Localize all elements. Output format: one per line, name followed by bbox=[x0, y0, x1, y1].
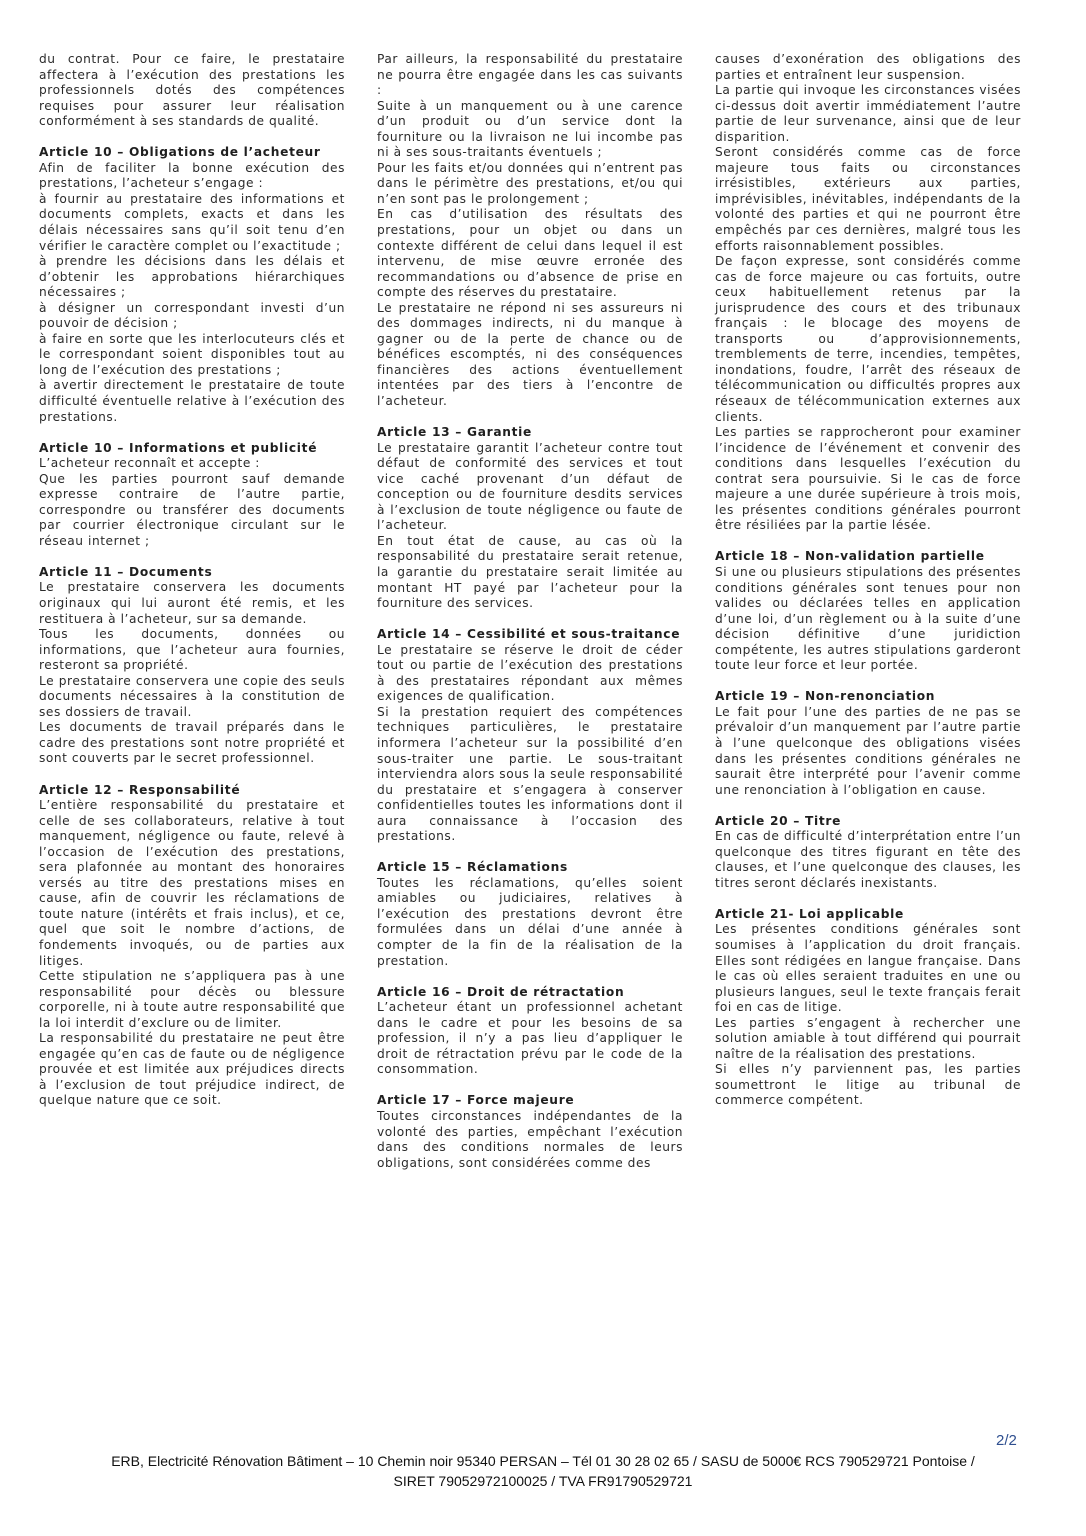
article-paragraph: Tous les documents, données ou informations, que l’acheteur aura fournies, resteront sa propriété. bbox=[39, 627, 345, 673]
article-title: Article 10 – Obligations de l’acheteur bbox=[39, 145, 321, 160]
article-paragraph: Suite à un manquement ou à une carence d’un produit ou d’un service dont la fourniture ou la livraison ne lui incombe pas ni à ses sous-traitants éventuels ; bbox=[377, 98, 683, 160]
article-title: Article 12 – Responsabilité bbox=[39, 782, 241, 797]
continued-text bbox=[715, 52, 1021, 534]
article-paragraph: Si la prestation requiert des compétences techniques particulières, le prestataire informera l’acheteur sur la possibilité d’en sous-traiter une partie. Le sous-traitant interviendra alors sous la seule responsabilité du prestataire et s’engagera à conserver confidentielles toutes les informations dont il aura connaissance à l’occasion des prestations. bbox=[377, 704, 684, 844]
article-title: Article 10 – Informations et publicité bbox=[39, 440, 318, 455]
article-paragraph: Les présentes conditions générales sont soumises à l’application du droit français. Elles sont rédigées en langue française. Dans le cas où elles seraient traduites en une ou plusieurs langues, seul le texte français ferait foi en cas de litige. bbox=[715, 922, 1021, 1015]
article-section bbox=[377, 860, 683, 969]
article-paragraph: Afin de faciliter la bonne exécution des prestations, l’acheteur s’engage : bbox=[39, 160, 345, 191]
article-title: Article 19 – Non-renonciation bbox=[715, 689, 936, 704]
article-paragraph: L’acheteur reconnaît et accepte : bbox=[39, 456, 260, 471]
article-paragraph: Par ailleurs, la responsabilité du prestataire ne pourra être engagée dans les cas suivants : bbox=[377, 52, 683, 98]
article-paragraph: Le prestataire garantit l’acheteur contre tout défaut de conformité des services et tout vice caché provenant d’un défaut de conception ou de fourniture desdits services à l’exclusion de toute négligence ou faute de l’acheteur. bbox=[377, 440, 683, 533]
article-title: Article 21- Loi applicable bbox=[715, 906, 905, 921]
article-paragraph: L’entière responsabilité du prestataire et celle de ses collaborateurs, relative à tout manquement, négligence ou faute, relevé à l’occasion de l’exécution des prestations, sera plafonnée au montant des honoraires versés au titre des prestations mises en cause, afin de couvrir les réclamations de toute nature (intérêts et frais inclus), et ce, quel que soit le nombre d’actions, de fondements invoqués, ou de parties aux litiges. bbox=[39, 798, 345, 968]
company-footer bbox=[0, 1451, 1086, 1491]
article-paragraph: Le prestataire conservera une copie des seuls documents nécessaires à la constitution de ses dossiers de travail. bbox=[39, 673, 345, 719]
article-title: Article 18 – Non-validation partielle bbox=[715, 549, 985, 564]
page-number: 2/2 bbox=[996, 1432, 1017, 1449]
article-section bbox=[39, 565, 345, 767]
article-section bbox=[715, 907, 1021, 1109]
article-section bbox=[377, 425, 683, 612]
article-title: Article 16 – Droit de rétractation bbox=[377, 984, 625, 999]
article-section bbox=[39, 145, 345, 425]
article-paragraph: Si une ou plusieurs stipulations des présentes conditions générales sont tenues pour non valides ou déclarées telles en application d’une loi, d’un règlement ou à la suite d’une décision définitive d’une juridiction compétente, les autres stipulations garderont toute leur force et leur portée. bbox=[715, 565, 1021, 673]
article-paragraph: Toutes circonstances indépendantes de la volonté des parties, empêchant l’exécution dans des conditions normales de leurs obligations, sont considérées comme des bbox=[377, 1108, 683, 1170]
article-paragraph: Seront considérés comme cas de force majeure tous faits ou circonstances irrésistibles, extérieurs aux parties, imprévisibles, inévitables, indépendants de la volonté des parties et qui ne pourront être empêchés par ces dernières, malgré tous les efforts raisonnablement possibles. bbox=[715, 145, 1021, 253]
article-paragraph: Les parties se rapprocheront pour examiner l’incidence de l’événement et convenir des conditions dans lesquelles l’exécution du contrat sera poursuivie. Si le cas de force majeure a une durée supérieure à trois mois, les présentes conditions générales pourront être résiliées par la partie lésée. bbox=[715, 425, 1021, 533]
article-section bbox=[39, 783, 345, 1109]
article-title: Article 17 – Force majeure bbox=[377, 1093, 575, 1108]
article-paragraph: Le prestataire conservera les documents originaux qui lui auront été remis, et les restituera à l’acheteur, sur sa demande. bbox=[39, 580, 345, 626]
article-paragraph: Le prestataire ne répond ni ses assureurs ni des dommages indirects, ni du manque à gagner ou de la perte de chance ou de bénéfices escomptés, ni des conséquences financières des actions éventuellement intentées par des tiers à l’encontre de l’acheteur. bbox=[377, 300, 683, 409]
article-paragraph: Si elles n’y parviennent pas, les parties soumettront le litige au tribunal de commerce compétent. bbox=[715, 1062, 1021, 1108]
text-column-1 bbox=[39, 52, 345, 1109]
article-title: Article 20 – Titre bbox=[715, 813, 842, 828]
article-section bbox=[377, 627, 683, 845]
article-section bbox=[377, 1093, 683, 1171]
continued-text bbox=[377, 52, 683, 410]
text-column-3 bbox=[715, 52, 1021, 1109]
article-section bbox=[39, 441, 345, 550]
article-title: Article 14 – Cessibilité et sous-traitance bbox=[377, 627, 681, 642]
article-paragraph: à désigner un correspondant investi d’un pouvoir de décision ; bbox=[39, 300, 345, 331]
article-paragraph: Toutes les réclamations, qu’elles soient amiables ou judiciaires, relatives à l’exécution des prestations devront être formulées dans un délai d’une année à compter de la fin de la réalisation de la prestation. bbox=[377, 875, 683, 968]
footer-line-1: ERB, Electricité Rénovation Bâtiment – 10 Chemin noir 95340 PERSAN – Tél 01 30 28 02 65 / SASU de 5000€ RCS 790529721 Pontoise / bbox=[111, 1453, 975, 1469]
article-paragraph: Cette stipulation ne s’appliquera pas à une responsabilité pour décès ou blessure corporelle, ni à toute autre responsabilité que la loi interdit d’exclure ou de limiter. bbox=[39, 969, 345, 1030]
article-section bbox=[715, 689, 1021, 798]
article-paragraph: Que les parties pourront sauf demande expresse contraire de l’autre partie, correspondre ou transférer des documents par courrier électronique circulant sur le réseau internet ; bbox=[39, 471, 345, 548]
text-column-2 bbox=[377, 52, 683, 1171]
article-paragraph: La partie qui invoque les circonstances visées ci-dessus doit avertir immédiatement l’autre partie de leur survenance, ainsi que de leur disparition. bbox=[715, 83, 1021, 144]
article-paragraph: Les parties s’engagent à rechercher une solution amiable à tout différend qui pourrait naître de la réalisation des prestations. bbox=[715, 1015, 1021, 1061]
article-paragraph: De façon expresse, sont considérés comme cas de force majeure ou cas fortuits, outre ceux habituellement retenus par la jurisprudence des cours et des tribunaux français : le blocage des moyens de transports ou d’approvisionnements, tremblements de terre, incendies, tempêtes, inondations, foudre, l’arrêt des réseaux de télécommunication ou difficultés propres aux réseaux de télécommunication externes aux clients. bbox=[715, 254, 1021, 424]
article-paragraph: La responsabilité du prestataire ne peut être engagée qu’en cas de faute ou de négligence prouvée et est limitée aux préjudices directs à l’exclusion de tout préjudice indirect, de quelque nature que ce soit. bbox=[39, 1031, 345, 1108]
article-title: Article 15 – Réclamations bbox=[377, 860, 568, 875]
article-paragraph: Les documents de travail préparés dans le cadre des prestations sont notre propriété et sont couverts par le secret professionnel. bbox=[39, 720, 345, 766]
article-paragraph: L’acheteur étant un professionnel achetant dans le cadre et pour les besoins de sa profession, il n’y a pas lieu d’appliquer le droit de rétractation prévu par le code de la consommation. bbox=[377, 1000, 683, 1077]
article-paragraph: En cas d’utilisation des résultats des prestations, pour un objet ou dans un contexte différent de celui dans lequel il est intervenu, de mise œuvre erronée des recommandations ou d’absence de prise en compte des réserves du prestataire. bbox=[377, 207, 683, 300]
article-section bbox=[715, 549, 1021, 673]
article-paragraph: Le fait pour l’une des parties de ne pas se prévaloir d’un manquement par l’autre partie à l’une quelconque des obligations visées dans les présentes conditions générales ne saurait être interprété pour l’avenir comme une renonciation à l’obligation en cause. bbox=[715, 704, 1021, 797]
article-paragraph: à fournir au prestataire des informations et documents complets, exacts et dans les délais nécessaires sans qu’il soit tenu d’en vérifier le caractère complet ou l’exactitude ; bbox=[39, 191, 345, 253]
article-title: Article 11 – Documents bbox=[39, 564, 213, 579]
footer-line-2: SIRET 79052972100025 / TVA FR91790529721 bbox=[393, 1473, 693, 1489]
article-paragraph: Pour les faits et/ou données qui n’entrent pas dans le périmètre des prestations, et/ou qui n’en sont pas le prolongement ; bbox=[377, 160, 683, 206]
article-paragraph: à faire en sorte que les interlocuteurs clés et le correspondant soient disponibles tout au long de l’exécution des prestations ; bbox=[39, 331, 345, 377]
continued-text bbox=[39, 52, 345, 130]
article-section bbox=[715, 814, 1021, 892]
article-paragraph: En tout état de cause, au cas où la responsabilité du prestataire serait retenue, la garantie du prestataire serait limitée au montant HT payé par l’acheteur pour la fourniture des services. bbox=[377, 533, 683, 611]
article-paragraph: à avertir directement le prestataire de toute difficulté éventuelle relative à l’exécution des prestations. bbox=[39, 378, 345, 424]
article-paragraph: causes d’exonération des obligations des parties et entraînent leur suspension. bbox=[715, 52, 1021, 82]
article-paragraph: Le prestataire se réserve le droit de céder tout ou partie de l’exécution des prestations à des prestataires répondant aux mêmes exigences de qualification. bbox=[377, 642, 683, 704]
article-section bbox=[377, 985, 683, 1078]
article-paragraph: à prendre les décisions dans les délais et d’obtenir les approbations hiérarchiques nécessaires ; bbox=[39, 254, 345, 300]
article-paragraph: En cas de difficulté d’interprétation entre l’un quelconque des titres figurant en tête des clauses, et l’une quelconque des clauses, les titres seront déclarés inexistants. bbox=[715, 829, 1021, 890]
article-paragraph: du contrat. Pour ce faire, le prestataire affectera à l’exécution des prestations les professionnels dotés des compétences requises pour assurer leur réalisation conformément à ses standards de qualité. bbox=[39, 52, 345, 129]
article-title: Article 13 – Garantie bbox=[377, 425, 533, 440]
